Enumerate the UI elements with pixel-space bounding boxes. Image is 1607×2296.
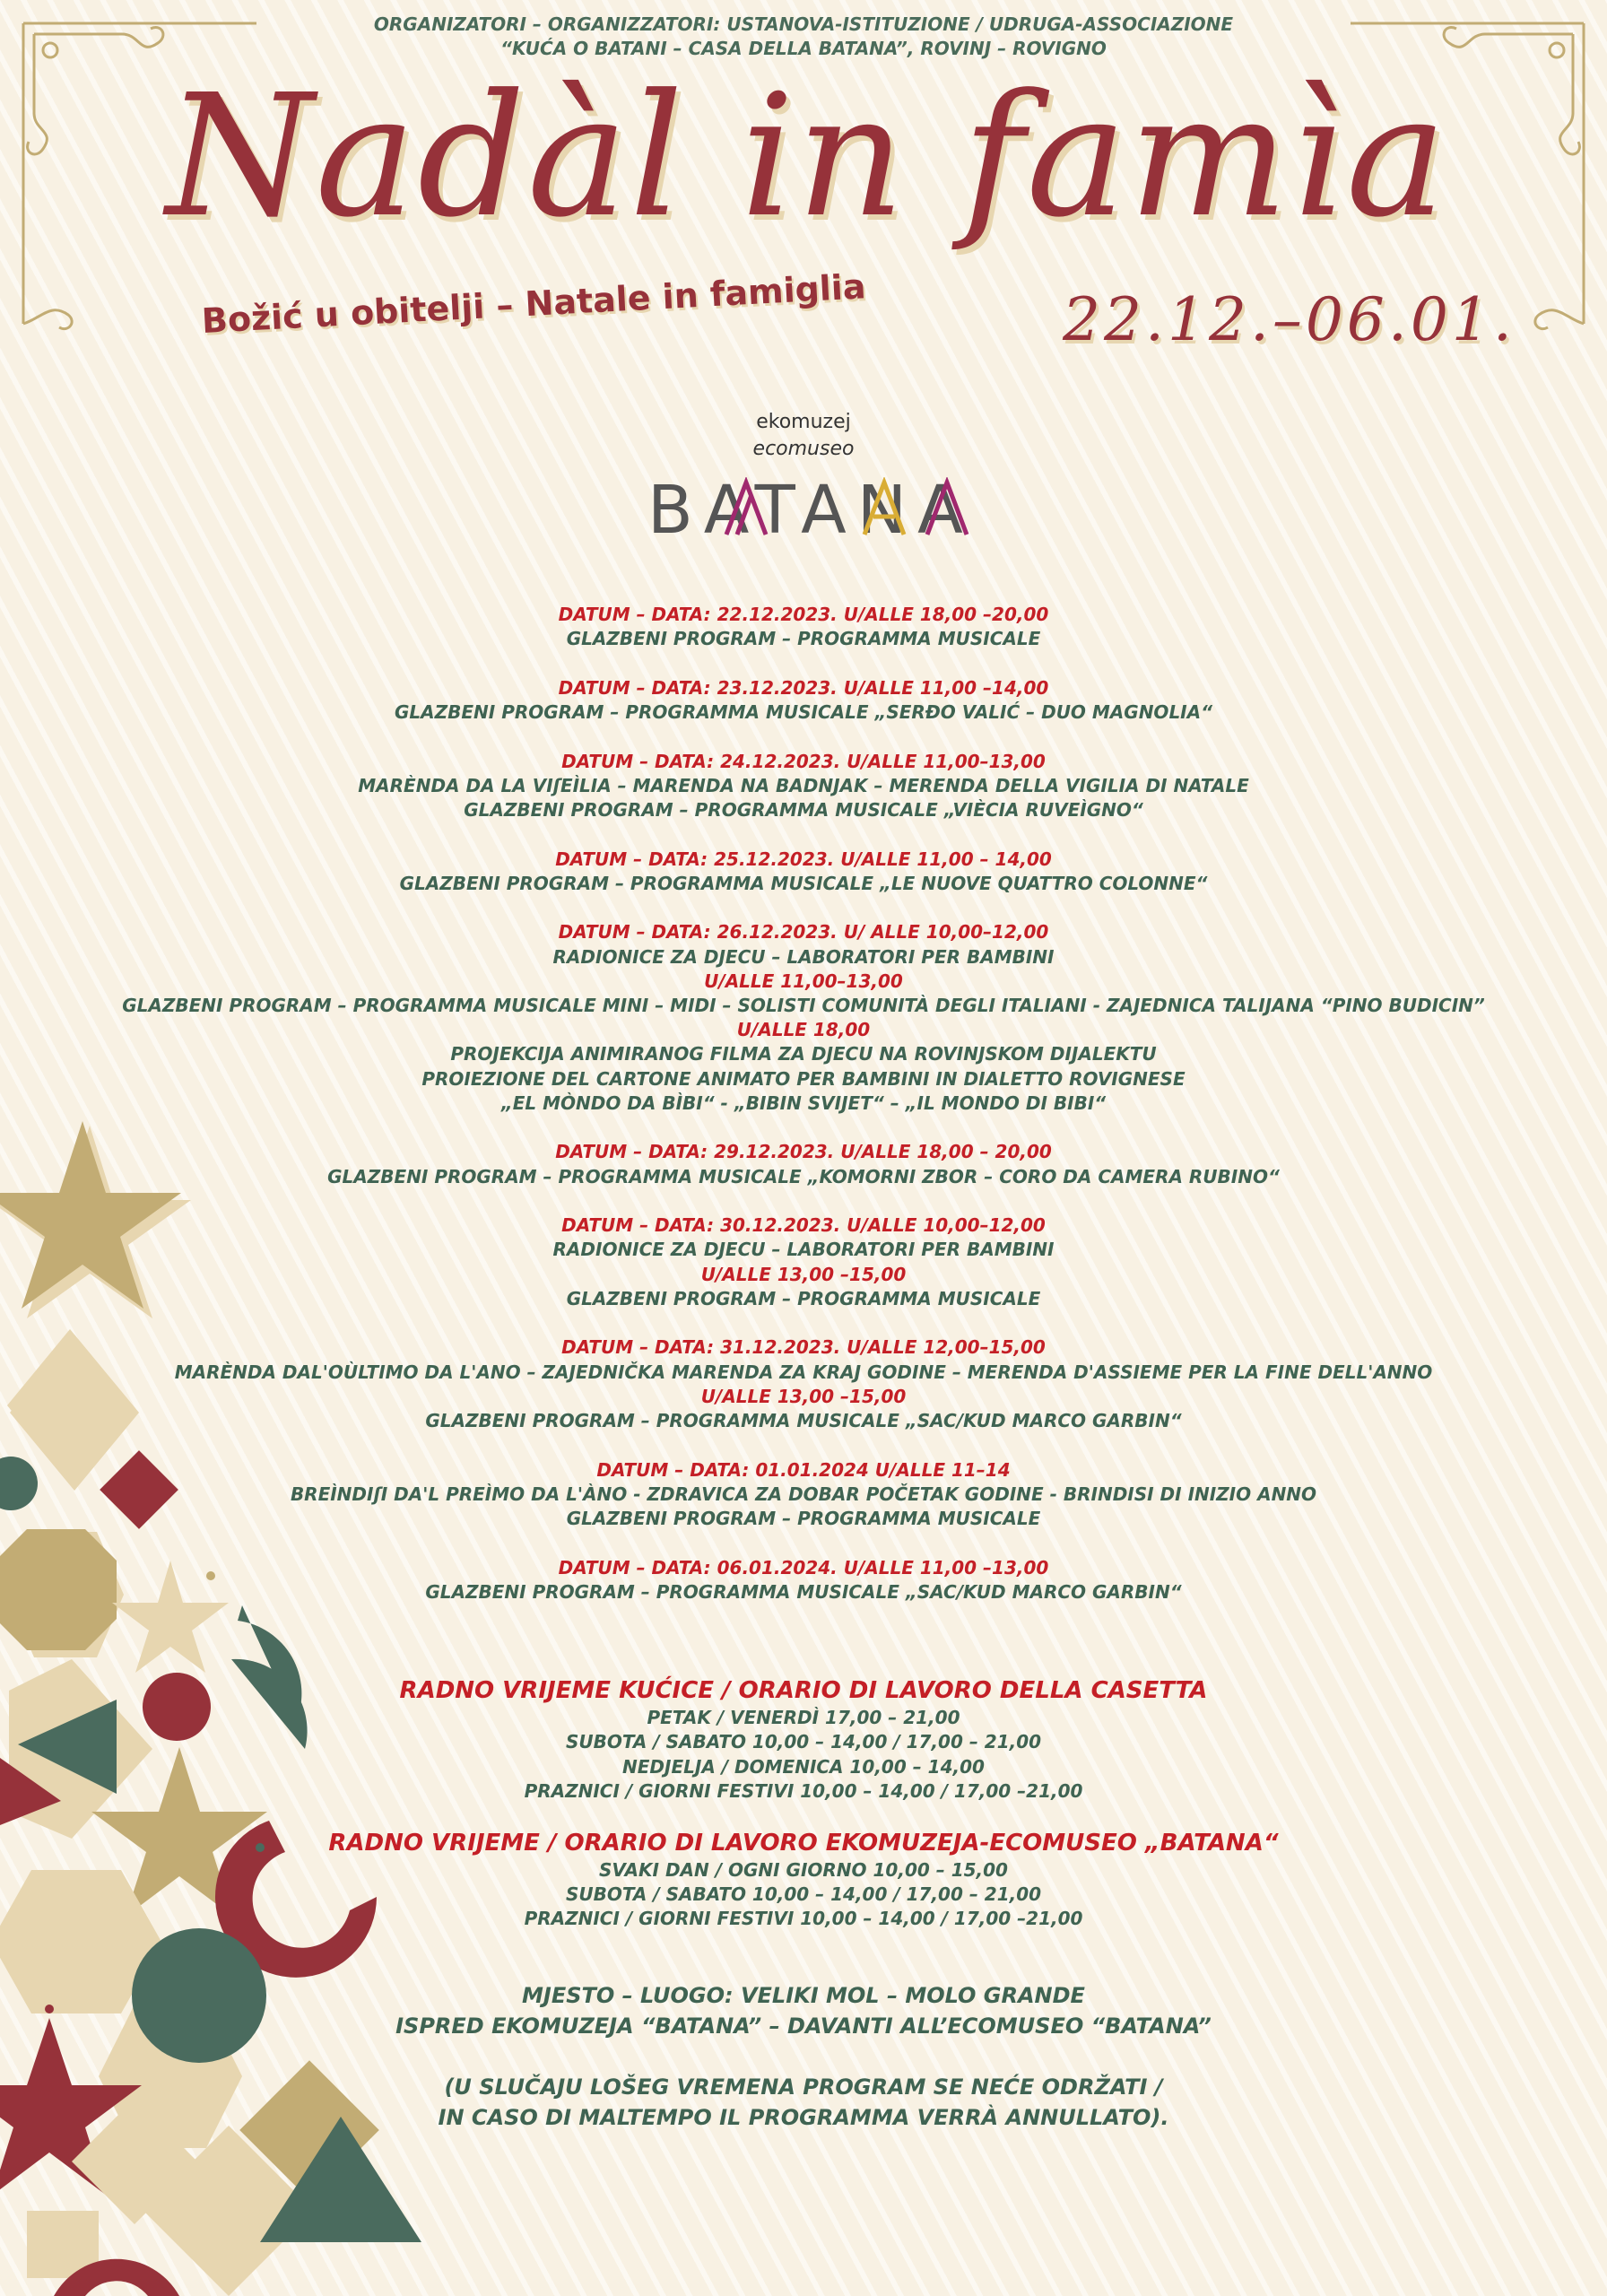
hours-line: SVAKI DAN / OGNI GIORNO 10,00 – 15,00 xyxy=(599,1858,1008,1881)
location-line: MJESTO – LUOGO: VELIKI MOL – MOLO GRANDE xyxy=(522,1983,1085,2008)
hours-line: SUBOTA / SABATO 10,00 – 14,00 / 17,00 – 21,00 xyxy=(565,1731,1042,1753)
program-date-line: DATUM – DATA: 30.12.2023. U/ALLE 10,00–12,00 xyxy=(561,1214,1046,1237)
program-date-line: DATUM – DATA: 06.01.2024. U/ALLE 11,00 –13,00 xyxy=(558,1556,1049,1578)
program-activity-line: RADIONICE ZA DJECU – LABORATORI PER BAMBINI xyxy=(552,945,1055,968)
program-activity-line: MARÈNDA DAL'OÙLTIMO DA L'ANO – ZAJEDNIČKA MARENDA ZA KRAJ GODINE – MERENDA D'ASSIEME PER LA FINE DELL'ANNO xyxy=(174,1361,1433,1383)
program-activity-line: GLAZBENI PROGRAM – PROGRAMMA MUSICALE xyxy=(566,1508,1041,1530)
program-date-line: DATUM – DATA: 01.01.2024 U/ALLE 11–14 xyxy=(596,1458,1011,1481)
program-activity-line: GLAZBENI PROGRAM – PROGRAMMA MUSICALE xyxy=(566,628,1041,650)
batana-logo-text: BATANA xyxy=(647,477,974,540)
program-date-line: DATUM – DATA: 26.12.2023. U/ ALLE 10,00–12,00 xyxy=(558,921,1049,944)
casetta-hours-title: RADNO VRIJEME KUĆICE / ORARIO DI LAVORO DELLA CASETTA xyxy=(399,1677,1208,1704)
program-date-line: DATUM – DATA: 25.12.2023. U/ALLE 11,00 – 14,00 xyxy=(555,848,1052,870)
program-activity-line: „EL MÒNDO DA BÌBI“ - „BIBIN SVIJET“ – „IL MONDO DI BIBI“ xyxy=(500,1091,1107,1114)
hours-line: PRAZNICI / GIORNI FESTIVI 10,00 – 14,00 / 17,00 –21,00 xyxy=(524,1908,1083,1930)
program-activity-line: BREÌNDIʃI DA'L PREÌMO DA L'ÀNO - ZDRAVICA ZA DOBAR POČETAK GODINE - BRINDISI DI INIZIO ANNO xyxy=(290,1483,1317,1505)
hours-line: NEDJELJA / DOMENICA 10,00 – 14,00 xyxy=(622,1755,985,1778)
program-activity-line: GLAZBENI PROGRAM – PROGRAMMA MUSICALE „SAC/KUD MARCO GARBIN“ xyxy=(425,1410,1182,1432)
octagon-shape xyxy=(0,1529,117,1650)
diamond-shape xyxy=(100,1450,178,1529)
logo-line-ekomuzej: ekomuzej xyxy=(756,411,851,433)
weather-note: IN CASO DI MALTEMPO IL PROGRAMMA VERRÀ ANNULLATO). xyxy=(438,2105,1169,2130)
program-date-line: U/ALLE 13,00 –15,00 xyxy=(700,1385,907,1407)
hours-line: SUBOTA / SABATO 10,00 – 14,00 / 17,00 – 21,00 xyxy=(565,1883,1042,1906)
program-day xyxy=(90,920,1517,1116)
circle-shape xyxy=(0,1457,38,1510)
diamond-shape xyxy=(7,1329,133,1482)
program-date-line: U/ALLE 18,00 xyxy=(736,1019,871,1041)
dot-shape xyxy=(256,1843,265,1852)
program-date-line: U/ALLE 13,00 –15,00 xyxy=(700,1263,907,1285)
circle-shape xyxy=(132,1928,266,2063)
location-line: ISPRED EKOMUZEJA “BATANA” – DAVANTI ALL’ECOMUSEO “BATANA” xyxy=(395,2013,1212,2039)
weather-note: (U SLUČAJU LOŠEG VREMENA PROGRAM SE NEĆE ODRŽATI / xyxy=(444,2074,1163,2100)
logo-line-ecomuseo: ecomuseo xyxy=(752,438,855,460)
program-date-line: U/ALLE 11,00–13,00 xyxy=(704,970,903,992)
museum-hours-title: RADNO VRIJEME / ORARIO DI LAVORO EKOMUZEJA-ECOMUSEO „BATANA“ xyxy=(328,1829,1279,1857)
program-date-line: DATUM – DATA: 31.12.2023. U/ALLE 12,00–15,00 xyxy=(561,1336,1046,1359)
program-activity-line: GLAZBENI PROGRAM – PROGRAMMA MUSICALE xyxy=(566,1287,1041,1309)
program-activity-line: MARÈNDA DA LA VIʃEÌLIA – MARENDA NA BADNJAK – MERENDA DELLA VIGILIA DI NATALE xyxy=(358,774,1249,796)
program-activity-line: PROJEKCIJA ANIMIRANOG FILMA ZA DJECU NA ROVINJSKOM DIJALEKTU xyxy=(450,1043,1157,1065)
geometric-christmas-tree xyxy=(0,1103,466,2296)
circle-shape xyxy=(143,1673,211,1741)
program-activity-line: GLAZBENI PROGRAM – PROGRAMMA MUSICALE „KOMORNI ZBOR – CORO DA CAMERA RUBINO“ xyxy=(327,1165,1280,1187)
event-dates: 22.12.–06.01. xyxy=(1063,285,1516,354)
subtitle: Božić u obitelji – Natale in famiglia xyxy=(200,266,867,341)
program-activity-line: GLAZBENI PROGRAM – PROGRAMMA MUSICALE „SERĐO VALIĆ – DUO MAGNOLIA“ xyxy=(395,701,1212,723)
program-date-line: DATUM – DATA: 29.12.2023. U/ALLE 18,00 – 20,00 xyxy=(555,1141,1052,1163)
dot-shape xyxy=(206,1571,215,1580)
program-day xyxy=(90,603,1517,651)
program-date-line: DATUM – DATA: 22.12.2023. U/ALLE 18,00 –20,00 xyxy=(558,604,1049,625)
program-day xyxy=(90,676,1517,725)
organizers-line: ORGANIZATORI – ORGANIZZATORI: USTANOVA-ISTITUZIONE / UDRUGA-ASSOCIAZIONE xyxy=(373,13,1234,35)
program-day xyxy=(90,750,1517,823)
program-day xyxy=(90,848,1517,896)
program-activity-line: GLAZBENI PROGRAM – PROGRAMMA MUSICALE „LE NUOVE QUATTRO COLONNE“ xyxy=(399,872,1208,894)
program-activity-line: PROIEZIONE DEL CARTONE ANIMATO PER BAMBINI IN DIALETTO ROVIGNESE xyxy=(421,1067,1186,1090)
dot-shape xyxy=(45,2005,54,2013)
organizers-line: “KUĆA O BATANI – CASA DELLA BATANA”, ROVINJ – ROVIGNO xyxy=(500,38,1107,59)
main-title: Nadàl in famìa xyxy=(165,58,1448,255)
program-activity-line: GLAZBENI PROGRAM – PROGRAMMA MUSICALE „VIÈCIA RUVEÌGNO“ xyxy=(464,799,1143,821)
hours-line: PRAZNICI / GIORNI FESTIVI 10,00 – 14,00 / 17,00 –21,00 xyxy=(524,1780,1083,1803)
program-activity-line: GLAZBENI PROGRAM – PROGRAMMA MUSICALE MINI – MIDI – SOLISTI COMUNITÀ DEGLI ITALIANI - ZAJEDNICA TALIJANA “PINO BUDICIN” xyxy=(122,995,1485,1016)
program-date-line: DATUM – DATA: 23.12.2023. U/ALLE 11,00 –14,00 xyxy=(558,676,1049,699)
hours-line: PETAK / VENERDÌ 17,00 – 21,00 xyxy=(647,1707,960,1728)
program-activity-line: GLAZBENI PROGRAM – PROGRAMMA MUSICALE „SAC/KUD MARCO GARBIN“ xyxy=(425,1580,1182,1603)
program-activity-line: RADIONICE ZA DJECU – LABORATORI PER BAMBINI xyxy=(552,1239,1055,1261)
batana-logo xyxy=(647,477,1006,540)
program-date-line: DATUM – DATA: 24.12.2023. U/ALLE 11,00–13,00 xyxy=(561,750,1046,772)
